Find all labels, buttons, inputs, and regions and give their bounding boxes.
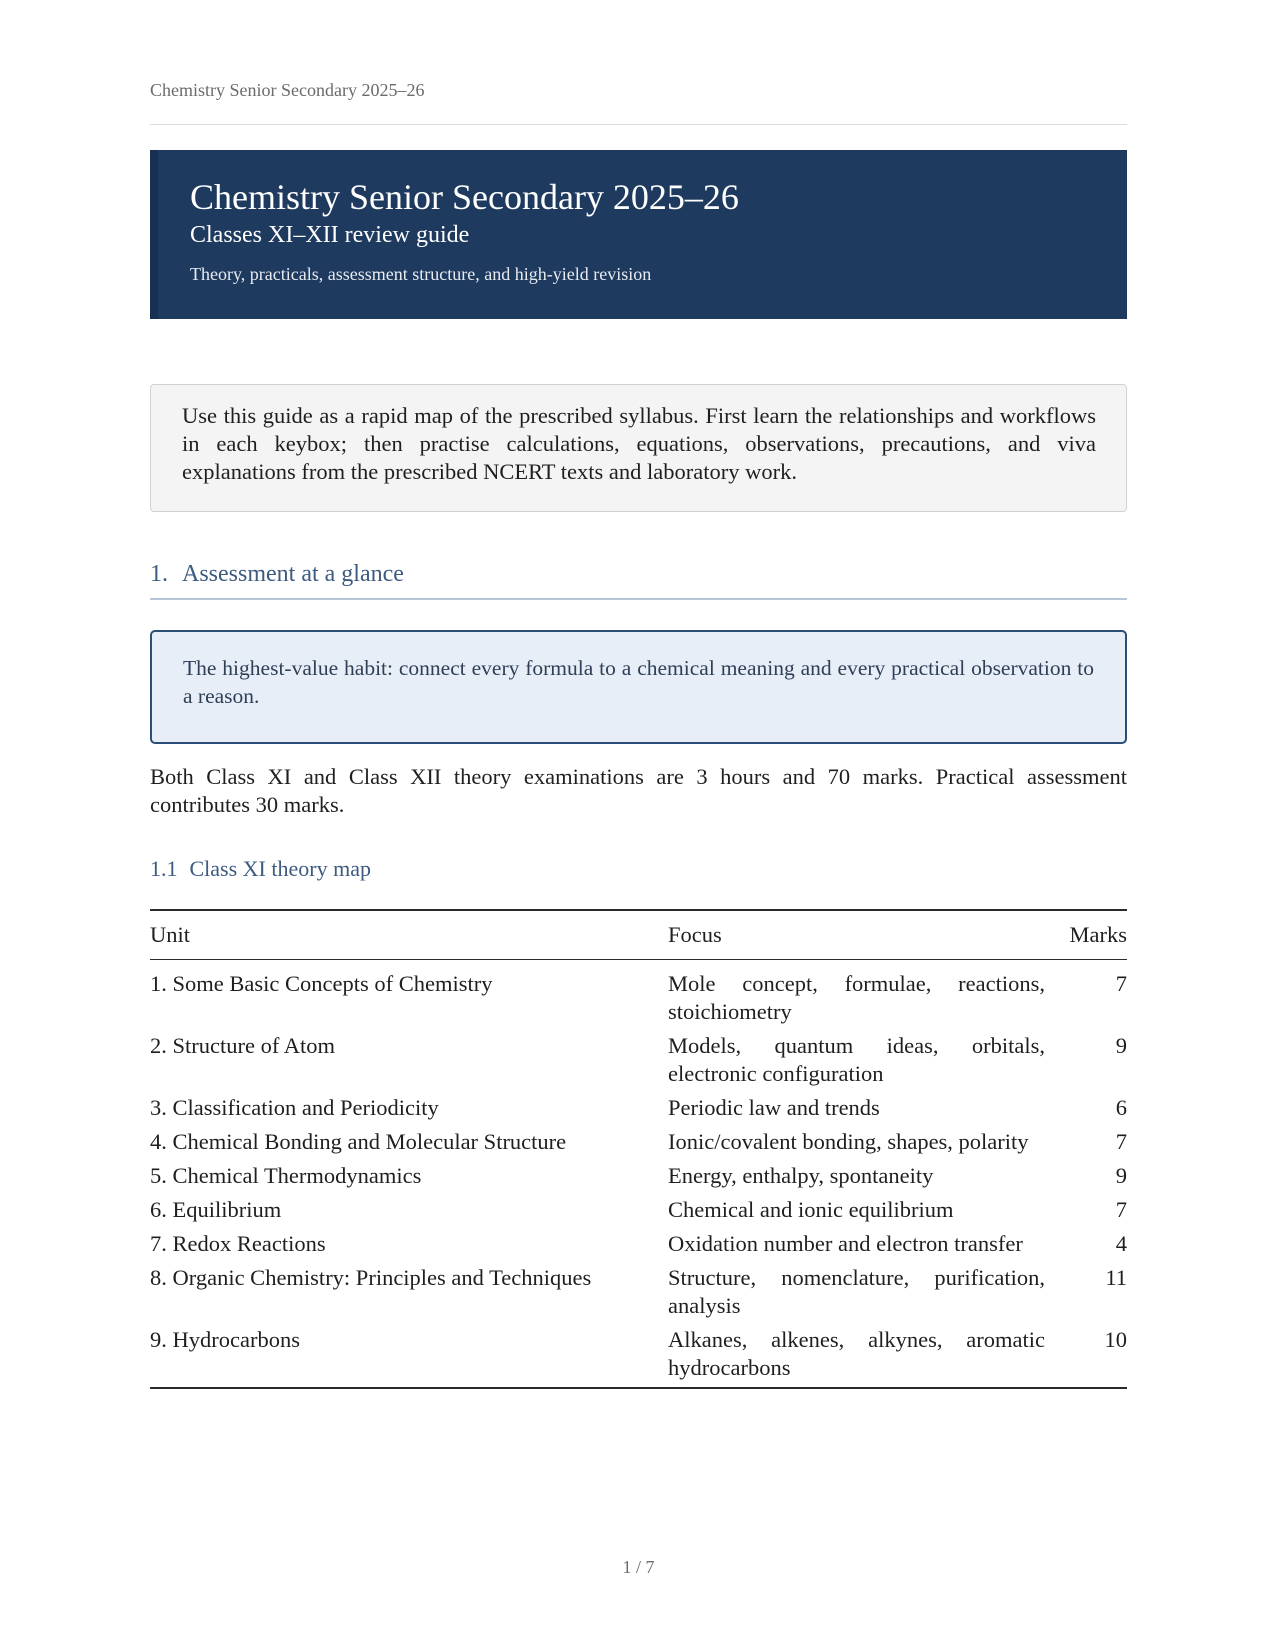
cell-marks: 11 — [1105, 1265, 1127, 1290]
subsection-heading — [150, 856, 371, 882]
header-divider — [150, 124, 1127, 125]
body-paragraph: Both Class XI and Class XII theory examinations are 3 hours and 70 marks. Practical assessment contributes 30 marks. — [150, 764, 1127, 817]
table-header-row — [150, 910, 1127, 960]
key-box: The highest-value habit: connect every formula to a chemical meaning and every practical observation to a reason. — [150, 630, 1127, 744]
document-page — [150, 0, 1127, 1650]
table-row — [150, 1125, 1127, 1159]
table-row — [150, 1029, 1127, 1091]
cell-marks: 4 — [1115, 1231, 1127, 1256]
section-divider — [150, 598, 1127, 600]
running-header: Chemistry Senior Secondary 2025–26 — [150, 80, 425, 100]
cell-unit: 3. Classification and Periodicity — [150, 1095, 439, 1120]
table-row — [150, 1159, 1127, 1193]
cell-unit: 8. Organic Chemistry: Principles and Techniques — [150, 1265, 592, 1290]
title-block — [150, 150, 1127, 319]
page-number: 1 / 7 — [622, 1557, 655, 1577]
table-row — [150, 1091, 1127, 1125]
cell-unit: 7. Redox Reactions — [150, 1231, 326, 1256]
cell-focus: Ionic/covalent bonding, shapes, polarity — [668, 1129, 1029, 1154]
document-subtitle: Classes XI–XII review guide — [190, 222, 470, 248]
table-row — [150, 1323, 1127, 1388]
cell-focus: Structure, nomenclature, purification, analysis — [668, 1265, 1045, 1318]
section-number: 1. — [150, 561, 168, 587]
cell-focus: Energy, enthalpy, spontaneity — [668, 1163, 934, 1188]
cell-marks: 7 — [1115, 971, 1127, 996]
table-row — [150, 1261, 1127, 1323]
document-title: Chemistry Senior Secondary 2025–26 — [190, 177, 739, 217]
cell-focus: Oxidation number and electron transfer — [668, 1231, 1023, 1256]
cell-marks: 7 — [1115, 1129, 1127, 1154]
intro-box: Use this guide as a rapid map of the prescribed syllabus. First learn the relationships and workflows in each keybox; then practise calculations, equations, observations, precautions, and viva explanations from the prescribed NCERT texts and laboratory work. — [150, 384, 1127, 512]
section-title: Assessment at a glance — [182, 561, 404, 587]
cell-focus: Periodic law and trends — [668, 1095, 880, 1120]
cell-unit: 2. Structure of Atom — [150, 1033, 335, 1058]
cell-marks: 10 — [1104, 1327, 1127, 1352]
table-row — [150, 960, 1127, 1030]
cell-unit: 1. Some Basic Concepts of Chemistry — [150, 971, 493, 996]
header-unit: Unit — [150, 922, 191, 947]
subsection-title: Class XI theory map — [189, 856, 371, 881]
section-heading — [150, 561, 404, 588]
cell-marks: 7 — [1115, 1197, 1127, 1222]
table-row — [150, 1193, 1127, 1227]
cell-focus: Mole concept, formulae, reactions, stoichiometry — [668, 971, 1045, 1024]
cell-marks: 9 — [1115, 1033, 1127, 1058]
cell-focus: Alkanes, alkenes, alkynes, aromatic hydrocarbons — [668, 1327, 1045, 1380]
cell-unit: 9. Hydrocarbons — [150, 1327, 300, 1352]
cell-focus: Models, quantum ideas, orbitals, electronic configuration — [668, 1033, 1045, 1086]
cell-focus: Chemical and ionic equilibrium — [668, 1197, 954, 1222]
document-description: Theory, practicals, assessment structure, and high-yield revision — [190, 264, 652, 284]
subsection-number: 1.1 — [150, 856, 178, 881]
cell-unit: 5. Chemical Thermodynamics — [150, 1163, 422, 1188]
header-marks: Marks — [1069, 922, 1127, 947]
cell-unit: 4. Chemical Bonding and Molecular Structure — [150, 1129, 567, 1154]
cell-marks: 9 — [1115, 1163, 1127, 1188]
theory-map-table — [150, 909, 1127, 1389]
cell-unit: 6. Equilibrium — [150, 1197, 282, 1222]
cell-marks: 6 — [1115, 1095, 1127, 1120]
table-row — [150, 1227, 1127, 1261]
header-focus: Focus — [668, 922, 722, 947]
